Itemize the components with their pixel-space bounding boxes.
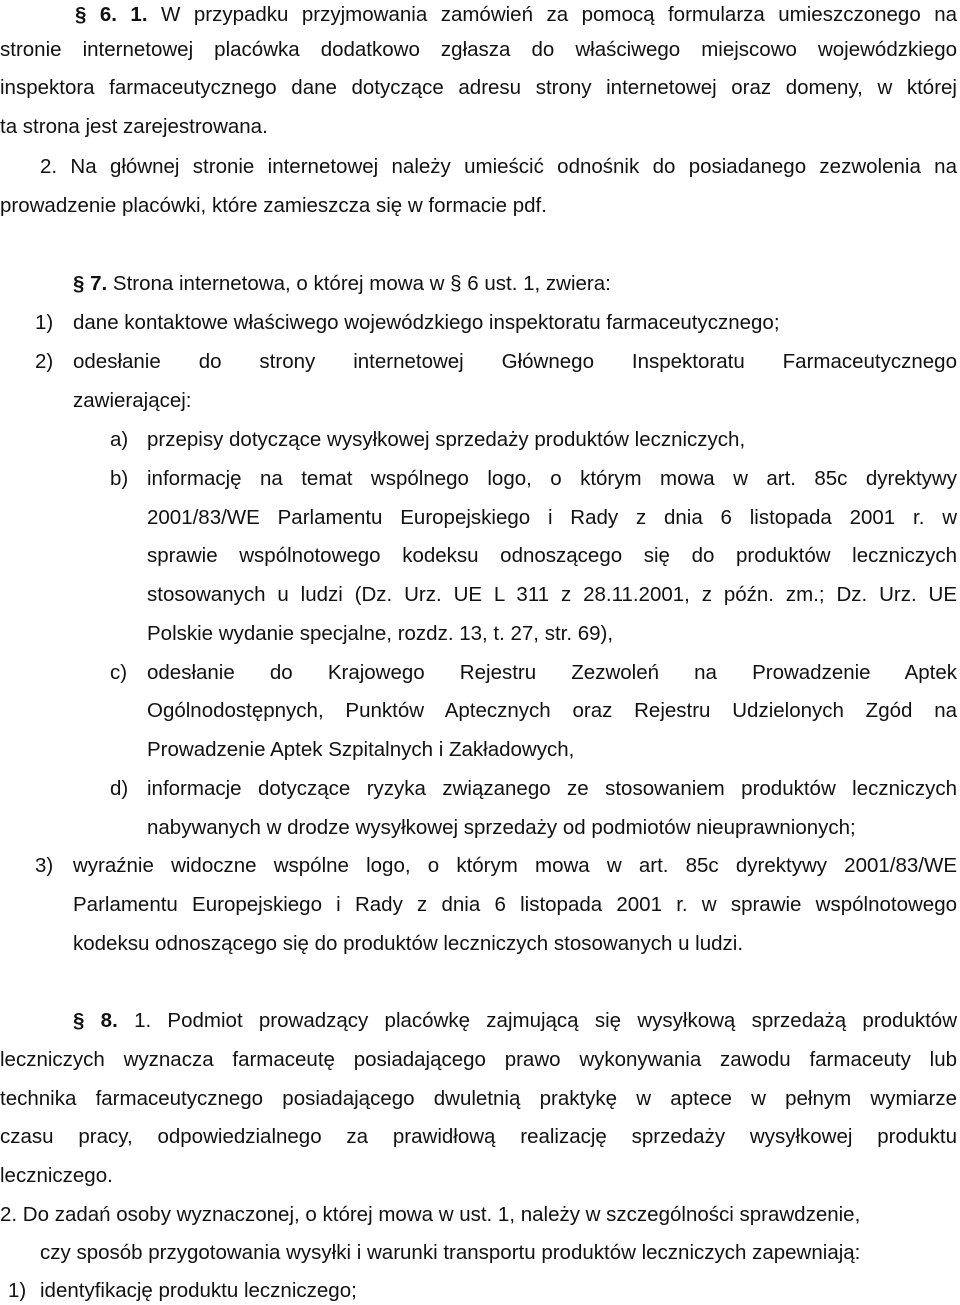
s7-sub-b-line: Polskie wydanie specjalne, rozdz. 13, t. 27, str. 69), bbox=[147, 622, 614, 645]
s7-heading: § 7. bbox=[73, 272, 108, 295]
s6-p2-line: 2. Na głównej stronie internetowej należy umieścić odnośnik do posiadanego zezwolenia na bbox=[40, 155, 957, 178]
s8-item1-num: 1) bbox=[8, 1279, 27, 1302]
s7-sub-d-num: d) bbox=[110, 777, 129, 800]
s6-p1-line: W przypadku przyjmowania zamówień za pomocą formularza umieszczonego na bbox=[161, 3, 957, 26]
s7-sub-a-text: przepisy dotyczące wysyłkowej sprzedaży produktów leczniczych, bbox=[147, 428, 746, 451]
s7-sub-b-line: stosowanych u ludzi (Dz. Urz. UE L 311 z 28.11.2001, z późn. zm.; Dz. Urz. UE bbox=[147, 583, 957, 606]
s7-sub-b-line: 2001/83/WE Parlamentu Europejskiego i Rady z dnia 6 listopada 2001 r. w bbox=[147, 506, 957, 529]
s6-heading: § 6. 1. bbox=[75, 3, 148, 26]
s7-item2-line: zawierającej: bbox=[73, 389, 192, 412]
s7-sub-c-line: Prowadzenie Aptek Szpitalnych i Zakładowych, bbox=[147, 738, 575, 761]
s7-item1-num: 1) bbox=[35, 311, 54, 334]
s8-line-1 bbox=[73, 1008, 957, 1034]
s8-p2-line: 2. Do zadań osoby wyznaczonej, o której mowa w ust. 1, należy w szczególności sprawdzenie, bbox=[0, 1203, 861, 1226]
s7-sub-b-line: informację na temat wspólnego logo, o którym mowa w art. 85c dyrektywy bbox=[147, 467, 957, 490]
s6-p1-line: stronie internetowej placówka dodatkowo zgłasza do właściwego miejscowo wojewódzkiego bbox=[0, 38, 957, 61]
s7-sub-d-line: nabywanych w drodze wysyłkowej sprzedaży od podmiotów nieuprawnionych; bbox=[147, 816, 856, 839]
s6-line-1 bbox=[75, 2, 957, 28]
s7-item1-text: dane kontaktowe właściwego wojewódzkiego inspektoratu farmaceutycznego; bbox=[73, 311, 780, 334]
s7-sub-d-line: informacje dotyczące ryzyka związanego ze stosowaniem produktów leczniczych bbox=[147, 777, 957, 800]
s7-item3-line: wyraźnie widoczne wspólne logo, o którym mowa w art. 85c dyrektywy 2001/83/WE bbox=[73, 854, 957, 877]
s7-item2-line: odesłanie do strony internetowej Głównego Inspektoratu Farmaceutycznego bbox=[73, 350, 957, 373]
s6-p1-line: inspektora farmaceutycznego dane dotyczące adresu strony internetowej oraz domeny, w której bbox=[0, 76, 957, 99]
s6-p2-line: prowadzenie placówki, które zamieszcza się w formacie pdf. bbox=[0, 194, 547, 217]
s7-item3-line: Parlamentu Europejskiego i Rady z dnia 6 listopada 2001 r. w sprawie wspólnotowego bbox=[73, 893, 957, 916]
s8-p1-line: czasu pracy, odpowiedzialnego za prawidłową realizację sprzedaży wysyłkowej produktu bbox=[0, 1125, 957, 1148]
s7-sub-c-num: c) bbox=[110, 661, 128, 684]
s8-p1-line: leczniczych wyznacza farmaceutę posiadającego prawo wykonywania zawodu farmaceuty lub bbox=[0, 1048, 957, 1071]
s7-sub-a-num: a) bbox=[110, 428, 129, 451]
s7-item2-num: 2) bbox=[35, 350, 54, 373]
s8-item1-text: identyfikację produktu leczniczego; bbox=[40, 1279, 357, 1302]
s7-sub-b-line: sprawie wspólnotowego kodeksu odnoszącego się do produktów leczniczych bbox=[147, 544, 957, 567]
s7-intro bbox=[73, 271, 960, 297]
s7-item3-line: kodeksu odnoszącego się do produktów leczniczych stosowanych u ludzi. bbox=[73, 932, 744, 955]
s7-sub-c-line: odesłanie do Krajowego Rejestru Zezwoleń na Prowadzenie Aptek bbox=[147, 661, 957, 684]
s8-p1-line: technika farmaceutycznego posiadającego dwuletnią praktykę w aptece w pełnym wymiarze bbox=[0, 1087, 957, 1110]
s7-sub-c-line: Ogólnodostępnych, Punktów Aptecznych oraz Rejestru Udzielonych Zgód na bbox=[147, 699, 957, 722]
s7-item3-num: 3) bbox=[35, 854, 54, 877]
s7-sub-b-num: b) bbox=[110, 467, 129, 490]
s7-intro-text: Strona internetowa, o której mowa w § 6 ust. 1, zwiera: bbox=[112, 272, 611, 295]
s6-p1-line: ta strona jest zarejestrowana. bbox=[0, 115, 268, 138]
s8-p1-text: 1. Podmiot prowadzący placówkę zajmującą się wysyłkową sprzedażą produktów bbox=[134, 1009, 958, 1032]
s8-heading: § 8. bbox=[73, 1009, 118, 1032]
s8-p1-line: leczniczego. bbox=[0, 1164, 113, 1187]
s8-p2-line: czy sposób przygotowania wysyłki i warunki transportu produktów leczniczych zapewniają: bbox=[40, 1241, 861, 1264]
